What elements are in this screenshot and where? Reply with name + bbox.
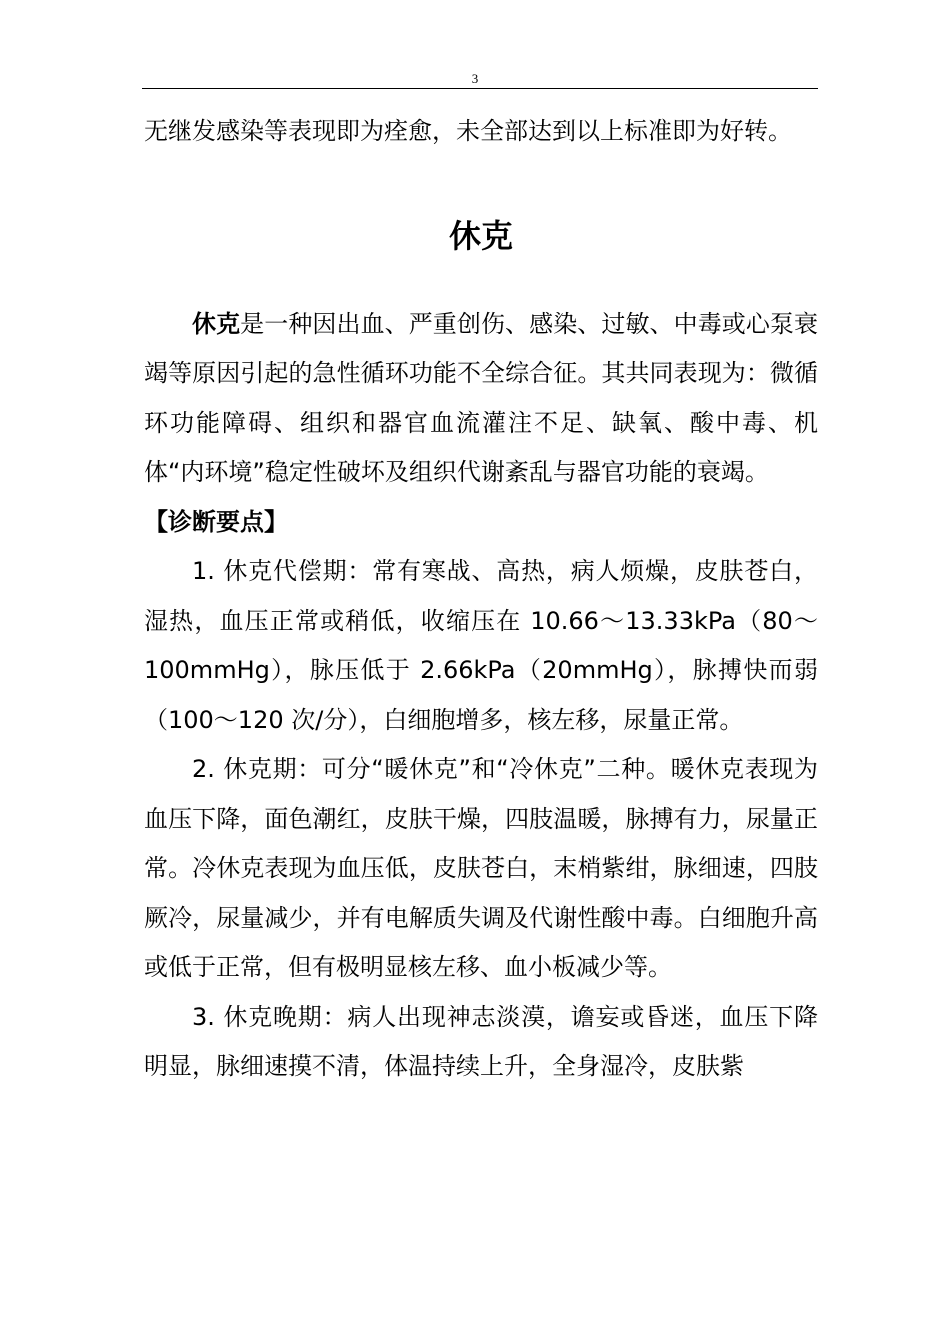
continuation-paragraph: 无继发感染等表现即为痊愈，未全部达到以上标准即为好转。 [144, 117, 792, 145]
intro-paragraph [144, 300, 818, 498]
diagnosis-item-1: 1. 休克代偿期：常有寒战、高热，病人烦燥，皮肤苍白，湿热，血压正常或稍低，收缩压在 10.66～13.33kPa（80～100mmHg），脉压低于 2.66kPa（20mmHg），脉搏快而弱（100～120 次/分），白细胞增多，核左移，尿量正常。 [144, 557, 818, 734]
diagnosis-heading: 【诊断要点】 [144, 507, 288, 536]
intro-text: 是一种因出血、严重创伤、感染、过敏、中毒或心泵衰竭等原因引起的急性循环功能不全综合征。其共同表现为：微循环功能障碍、组织和器官血流灌注不足、缺氧、酸中毒、机体“内环境”稳定性破坏及组织代谢紊乱与器官功能的衰竭。 [144, 309, 819, 486]
page-number: 3 [471, 71, 479, 86]
section-title: 休克 [448, 216, 513, 255]
intro-term: 休克 [192, 309, 241, 338]
diagnosis-item-2: 2. 休克期：可分“暖休克”和“冷休克”二种。暖休克表现为血压下降，面色潮红，皮肤干燥，四肢温暖，脉搏有力，尿量正常。冷休克表现为血压低，皮肤苍白，末梢紫绀，脉细速，四肢厥冷，尿量减少，并有电解质失调及代谢性酸中毒。白细胞升高或低于正常，但有极明显核左移、血小板减少等。 [144, 755, 818, 981]
document-body [144, 107, 818, 1092]
diagnosis-item-3: 3. 休克晚期：病人出现神志淡漠，谵妄或昏迷，血压下降明显，脉细速摸不清，体温持续上升，全身湿冷，皮肤紫 [144, 1002, 818, 1080]
header-divider [142, 88, 818, 89]
